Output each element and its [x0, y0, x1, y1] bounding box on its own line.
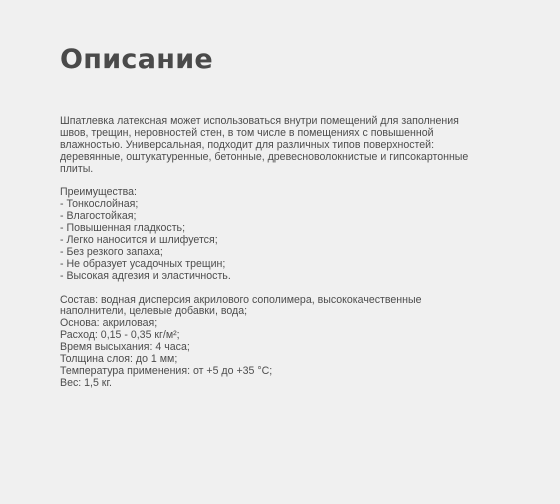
- advantage-item: - Не образует усадочных трещин;: [60, 257, 226, 270]
- section-title: Описание: [60, 44, 214, 75]
- description-line: влажностью. Универсальная, подходит для различных типов поверхностей:: [60, 138, 435, 151]
- spec-drying-time: Время высыхания: 4 часа;: [60, 341, 190, 354]
- description-body: [60, 116, 510, 402]
- spec-composition: Состав: водная дисперсия акрилового сополимера, высококачественные: [60, 293, 422, 306]
- description-paragraph: [60, 116, 510, 176]
- description-line: Шпатлевка латексная может использоваться внутри помещений для заполнения: [60, 115, 459, 127]
- advantage-item: - Высокая адгезия и эластичность.: [60, 269, 231, 282]
- description-line: швов, трещин, неровностей стен, в том числе в помещениях с повышенной: [60, 126, 434, 139]
- spec-layer-thickness: Толщина слоя: до 1 мм;: [60, 353, 178, 366]
- specs-list: [60, 295, 510, 390]
- description-line: деревянные, оштукатуренные, бетонные, древесноволокнистые и гипсокартонные: [60, 150, 469, 163]
- spec-temperature: Температура применения: от +5 до +35 °С;: [60, 365, 273, 377]
- spec-weight: Вес: 1,5 кг.: [60, 376, 112, 389]
- advantages-list: [60, 187, 510, 282]
- spec-consumption: Расход: 0,15 - 0,35 кг/м²;: [60, 329, 180, 342]
- advantage-item: - Влагостойкая;: [60, 210, 137, 223]
- advantage-item: - Без резкого запаха;: [60, 245, 163, 258]
- spec-composition-cont: наполнители, целевые добавки, вода;: [60, 305, 248, 318]
- description-line: плиты.: [60, 162, 94, 175]
- spec-base: Основа: акриловая;: [60, 317, 158, 330]
- advantage-item: - Тонкослойная;: [60, 198, 139, 211]
- advantages-heading: Преимущества:: [60, 186, 137, 199]
- advantage-item: - Легко наносится и шлифуется;: [60, 234, 218, 247]
- advantage-item: - Повышенная гладкость;: [60, 222, 186, 235]
